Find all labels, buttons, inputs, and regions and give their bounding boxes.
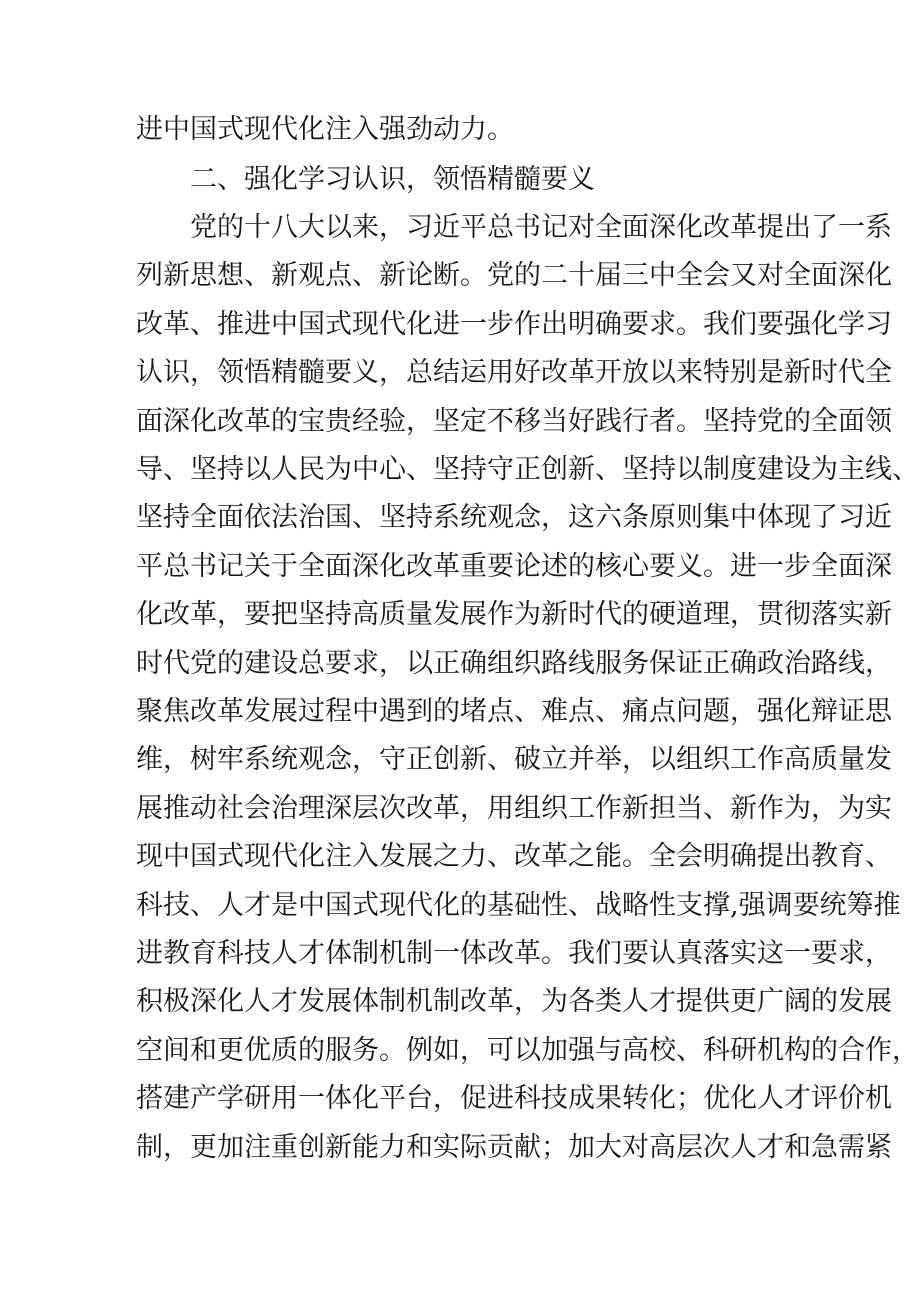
paragraph-line: 搭建产学研用一体化平台，促进科技成果转化；优化人才评价机 <box>136 1083 892 1114</box>
paragraph-line: 列新思想、新观点、新论断。党的二十届三中全会又对全面深化 <box>136 260 892 291</box>
paragraph-line: 坚持全面依法治国、坚持系统观念，这六条原则集中体现了习近 <box>136 502 892 533</box>
section-heading: 二、强化学习认识，领悟精髓要义 <box>190 164 595 195</box>
paragraph-line: 平总书记关于全面深化改革重要论述的核心要义。进一步全面深 <box>136 551 892 582</box>
paragraph-line: 党的十八大以来，习近平总书记对全面深化改革提出了一系 <box>190 212 892 243</box>
paragraph-line: 现中国式现代化注入发展之力、改革之能。全会明确提出教育、 <box>136 841 892 872</box>
paragraph-line: 面深化改革的宝贵经验，坚定不移当好践行者。坚持党的全面领 <box>136 406 892 437</box>
paragraph-line: 化改革，要把坚持高质量发展作为新时代的硬道理，贯彻落实新 <box>136 599 892 630</box>
paragraph-line: 进教育科技人才体制机制一体改革。我们要认真落实这一要求， <box>136 938 892 969</box>
paragraph-line: 维，树牢系统观念，守正创新、破立并举，以组织工作高质量发 <box>136 744 892 775</box>
paragraph-line: 展推动社会治理深层次改革，用组织工作新担当、新作为，为实 <box>136 793 892 824</box>
paragraph-line: 改革、推进中国式现代化进一步作出明确要求。我们要强化学习 <box>136 309 892 340</box>
paragraph-line: 进中国式现代化注入强劲动力。 <box>136 114 514 145</box>
paragraph-line: 聚焦改革发展过程中遇到的堵点、难点、痛点问题，强化辩证思 <box>136 696 892 727</box>
paragraph-line: 空间和更优质的服务。例如，可以加强与高校、科研机构的合作， <box>136 1035 919 1066</box>
paragraph-line: 时代党的建设总要求，以正确组织路线服务保证正确政治路线， <box>136 648 892 679</box>
paragraph-line: 导、坚持以人民为中心、坚持守正创新、坚持以制度建设为主线、 <box>136 454 919 485</box>
paragraph-line: 制，更加注重创新能力和实际贡献；加大对高层次人才和急需紧 <box>136 1132 892 1163</box>
paragraph-line: 认识，领悟精髓要义，总结运用好改革开放以来特别是新时代全 <box>136 357 892 388</box>
paragraph-line: 科技、人才是中国式现代化的基础性、战略性支撑,强调要统筹推 <box>136 890 901 921</box>
paragraph-line: 积极深化人才发展体制机制改革，为各类人才提供更广阔的发展 <box>136 986 892 1017</box>
